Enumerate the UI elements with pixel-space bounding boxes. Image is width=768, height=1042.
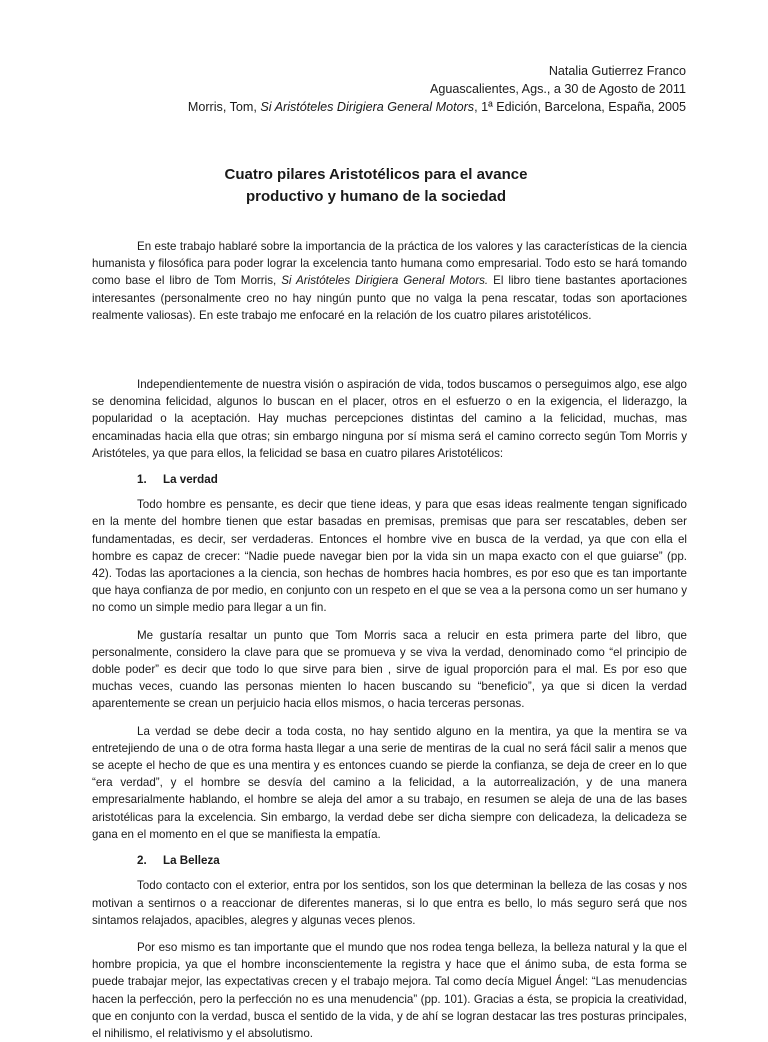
verdad-paragraph-1: Todo hombre es pensante, es decir que tiene ideas, y para que esas ideas realmente tengan significado en la mente del hombre tienen que estar basadas en premisas, premisas que para ser rescatables, deben ser fundamentadas, es decir, ser verdaderas. Entonces el hombre vive en busca de la verdad, ya que con ella el hombre es capaz de crecer: “Nadie puede navegar bien por la vida sin un mapa exacto con el que guiarse” (pp. 42). Todas las aportaciones a la ciencia, son hechas de hombres hacia hombres, es por eso que es tan importante que haya confianza de por medio, en conjunto con un respeto en el que se vea a la persona como un ser humano y no como un simple medio para llegar a un fin. bbox=[92, 498, 687, 615]
intro-text-2: El libro tiene bastantes aportaciones interesantes (personalmente creo no hay ningún punto que no valga la pena rescatar, todas son aportaciones realmente valiosas). En este trabajo me enfocaré en la relación de los cuatro pilares aristotélicos. bbox=[92, 274, 687, 322]
reference-book-title: Si Aristóteles Dirigiera General Motors bbox=[260, 100, 475, 114]
section-title: La verdad bbox=[163, 473, 218, 487]
document-header bbox=[188, 62, 686, 116]
belleza-paragraph-1: Todo contacto con el exterior, entra por los sentidos, son los que determinan la belleza de las cosas y nos motivan a sentirnos o a reaccionar de diferentes maneras, si lo que entra es bello, lo más seguro será que nos sintamos relajados, apacibles, alegres y algunas veces plenos. bbox=[92, 879, 687, 927]
vision-paragraph: Independientemente de nuestra visión o aspiración de vida, todos buscamos o perseguimos algo, ese algo se denomina felicidad, algunos lo buscan en el placer, otros en el esfuerzo o en la exigencia, el liderazgo, la popularidad o la aceptación. Hay muchas percepciones distintas del camino a la felicidad, muchas, mas encaminadas hacia ella que otras; sin embargo ninguna por sí misma será el camino correcto según Tom Morris y Aristóteles, ya que para ellos, la felicidad se basa en cuatro pilares Aristotélicos: bbox=[92, 378, 687, 460]
intro-paragraph bbox=[92, 238, 687, 324]
section-number: 2. bbox=[137, 854, 147, 868]
intro-book-title: Si Aristóteles Dirigiera General Motors. bbox=[281, 274, 489, 288]
reference-author: Morris, Tom, bbox=[187, 100, 261, 114]
section-title: La Belleza bbox=[163, 854, 220, 868]
title-line-2: productivo y humano de la sociedad bbox=[245, 188, 507, 205]
reference-edition: , 1ª Edición, Barcelona, España, 2005 bbox=[474, 100, 686, 114]
author-name: Natalia Gutierrez Franco bbox=[548, 64, 686, 78]
section-heading-verdad bbox=[137, 471, 687, 488]
verdad-paragraph-3: La verdad se debe decir a toda costa, no hay sentido alguno en la mentira, ya que la mentira se va entretejiendo de una o de otra forma hasta llegar a una serie de mentiras de la cual no será fácil salir a menos que se acepte el hecho de que es una mentira y es entonces cuando se pierde la confianza, se deja de creer en lo que “era verdad”, y el hombre se desvía del camino a la felicidad, a la autorrealización, y de una manera empresarialmente hablando, el hombre se aleja del amor a su trabajo, en resumen se aleja de una de las bases aristotélicas para la excelencia. Sin embargo, la verdad debe ser dicha siempre con delicadeza, la delicadeza se gana en el momento en el que se manifiesta la empatía. bbox=[92, 724, 687, 841]
bibliographic-reference bbox=[188, 98, 686, 116]
document-title bbox=[0, 164, 752, 208]
intro-text-1: En este trabajo hablaré sobre la importancia de la práctica de los valores y las características de la ciencia humanista y filosófica para poder lograr la excelencia tanto humana como empresarial. Todo esto se hará tomando como base el libro de Tom Morris, bbox=[92, 240, 687, 288]
document-body bbox=[92, 238, 687, 1042]
place-and-date: Aguascalientes, Ags., a 30 de Agosto de 2011 bbox=[429, 82, 686, 96]
section-heading-belleza bbox=[137, 852, 687, 869]
belleza-paragraph-2: Por eso mismo es tan importante que el mundo que nos rodea tenga belleza, la belleza natural y la que el hombre propicia, ya que el hombre inconscientemente la registra y hace que el ánimo suba, de esta forma se puede trabajar mejor, las expectativas crecen y el trabajo mejora. Tal como decía Miguel Ángel: “Las menudencias hacen la perfección, pero la perfección no es una menudencia” (pp. 101). Gracias a ésta, se propicia la creatividad, que en conjunto con la verdad, busca el sentido de la vida, y de ahí se logran destacar las tres posturas principales, el nihilismo, el relativismo y el absolutismo. bbox=[92, 940, 687, 1040]
title-line-1: Cuatro pilares Aristotélicos para el avance bbox=[224, 166, 528, 183]
section-number: 1. bbox=[137, 473, 147, 487]
verdad-paragraph-2: Me gustaría resaltar un punto que Tom Morris saca a relucir en esta primera parte del libro, que personalmente, considero la clave para que se promueva y se viva la verdad, denominado como “el principio de doble poder” es decir que todo lo que sirve para bien , sirve de igual proporción para el mal. Es por eso que muchas veces, cuando las personas mienten lo hacen buscando su “beneficio”, ya que si dicen la verdad aparentemente se crean un perjuicio hacia ellos mismos, o hacia terceras personas. bbox=[92, 628, 687, 711]
